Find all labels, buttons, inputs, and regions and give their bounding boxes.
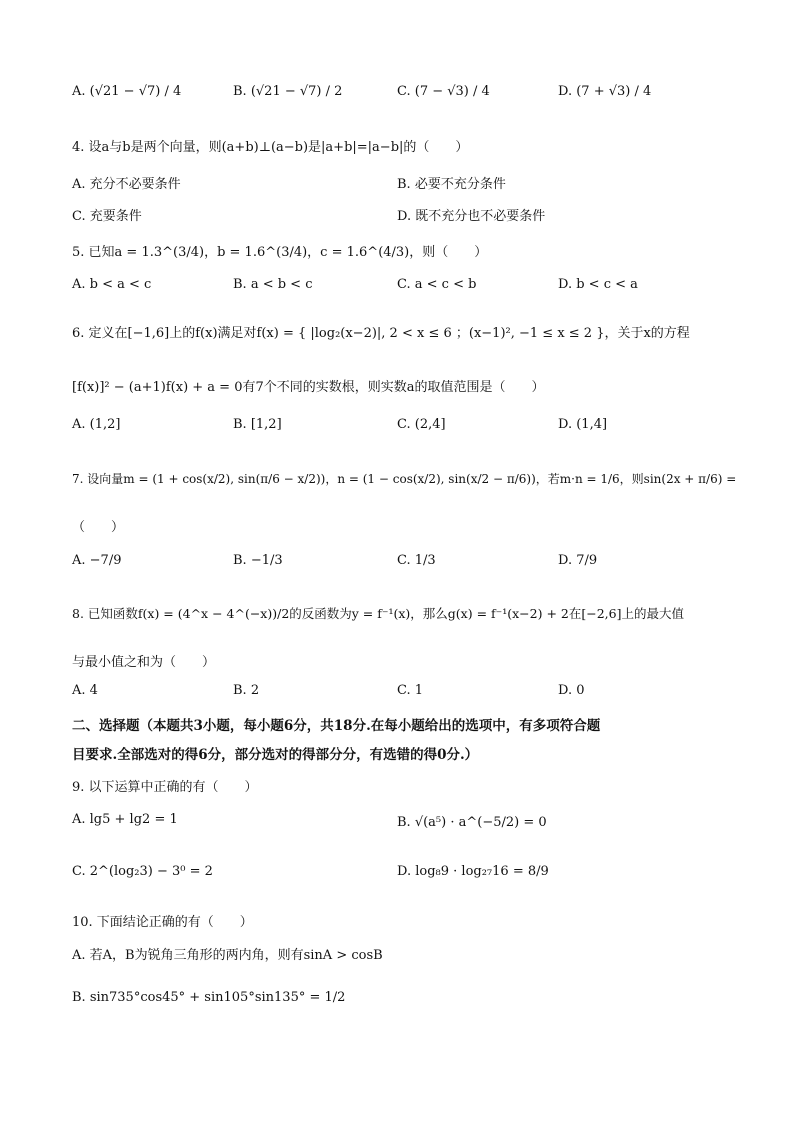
q5-option-b: B. a < b < c (233, 277, 313, 292)
q3-option-d: D. (7 + √3) / 4 (558, 84, 652, 99)
q7-option-b: B. −1/3 (233, 553, 283, 568)
q8-option-c: C. 1 (397, 683, 424, 698)
q6-stem-line2: [f(x)]² − (a+1)f(x) + a = 0有7个不同的实数根，则实数a的取值范围是（ ） (72, 380, 545, 395)
section2-heading-line1: 二、选择题（本题共3小题，每小题6分，共18分.在每小题给出的选项中，有多项符合题 (72, 718, 601, 734)
q7-option-c: C. 1/3 (397, 553, 436, 568)
q9-option-d: D. log₈9 · log₂₇16 = 8/9 (397, 864, 549, 879)
q6-option-a: A. (1,2] (72, 417, 121, 432)
q10-option-b: B. sin735°cos45° + sin105°sin135° = 1/2 (72, 990, 346, 1005)
q7-stem-line2: （ ） (72, 520, 125, 535)
q6-option-c: C. (2,4] (397, 417, 446, 432)
q3-option-c: C. (7 − √3) / 4 (397, 84, 490, 99)
q10-stem: 10. 下面结论正确的有（ ） (72, 915, 253, 930)
q9-option-a: A. lg5 + lg2 = 1 (72, 812, 178, 827)
q6-stem-line1: 6. 定义在[−1,6]上的f(x)满足对f(x) = { |log₂(x−2)|, 2 < x ≤ 6 ；(x−1)², −1 ≤ x ≤ 2 }，关于x的方程 (72, 326, 690, 341)
q7-stem-line1: 7. 设向量m = (1 + cos(x/2), sin(π/6 − x/2))，n = (1 − cos(x/2), sin(x/2 − π/6))，若m·n = 1/6，则sin(2x + π/6) = (72, 472, 737, 486)
q7-option-d: D. 7/9 (558, 553, 598, 568)
q5-option-d: D. b < c < a (558, 277, 638, 292)
q7-option-a: A. −7/9 (72, 553, 122, 568)
q3-option-a: A. (√21 − √7) / 4 (72, 84, 182, 99)
q8-stem-line1: 8. 已知函数f(x) = (4^x − 4^(−x))/2的反函数为y = f⁻¹(x)，那么g(x) = f⁻¹(x−2) + 2在[−2,6]上的最大值 (72, 606, 684, 621)
q9-stem: 9. 以下运算中正确的有（ ） (72, 780, 258, 795)
q5-stem: 5. 已知a = 1.3^(3/4)，b = 1.6^(3/4)，c = 1.6^(4/3)，则（ ） (72, 245, 488, 260)
q8-option-d: D. 0 (558, 683, 585, 698)
q10-option-a: A. 若A，B为锐角三角形的两内角，则有sinA > cosB (72, 948, 383, 963)
q4-option-d: D. 既不充分也不必要条件 (397, 209, 546, 224)
section2-heading-line2: 目要求.全部选对的得6分，部分选对的得部分分，有选错的得0分.） (72, 747, 479, 763)
q5-option-a: A. b < a < c (72, 277, 152, 292)
q3-option-b: B. (√21 − √7) / 2 (233, 84, 343, 99)
q6-option-b: B. [1,2] (233, 417, 282, 432)
q4-stem: 4. 设a与b是两个向量，则(a+b)⊥(a−b)是|a+b|=|a−b|的（ ） (72, 140, 469, 155)
q8-option-b: B. 2 (233, 683, 260, 698)
q5-option-c: C. a < c < b (397, 277, 477, 292)
q8-stem-line2: 与最小值之和为（ ） (72, 655, 216, 670)
q4-option-b: B. 必要不充分条件 (397, 177, 506, 192)
q8-option-a: A. 4 (72, 683, 98, 698)
q9-option-c: C. 2^(log₂3) − 3⁰ = 2 (72, 864, 213, 879)
q4-option-a: A. 充分不必要条件 (72, 177, 181, 192)
q9-option-b: B. √(a⁵) · a^(−5/2) = 0 (397, 815, 547, 830)
q6-option-d: D. (1,4] (558, 417, 608, 432)
q4-option-c: C. 充要条件 (72, 209, 142, 224)
